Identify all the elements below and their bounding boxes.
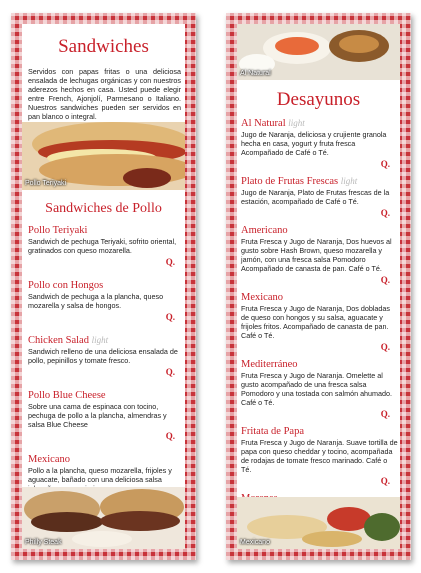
- item-name: Mexicano: [28, 454, 70, 465]
- philly-steak-photo: [22, 487, 185, 549]
- desayunos-menu-content: [237, 24, 400, 549]
- desayunos-menu-panel: [226, 13, 411, 560]
- item-description: Pollo a la plancha, queso mozarella, frijoles y aguacate, bañado con una deliciosa salsa: [28, 466, 172, 484]
- item-name: Chicken Salad: [28, 335, 89, 346]
- photo-caption: Pollo Teriyaki: [25, 180, 67, 187]
- sandwiches-intro: Servidos con papas fritas o una deliciosa ensalada de lechugas orgánicas y con nuestros aderezos hechos en casa. Usted puede elegir entre French, Ajonjolí, Parmesano o Italiano. Nuestros sandwiches pueden ser servidos en pan blanco o integral.: [28, 67, 181, 121]
- menu-item: [28, 389, 183, 441]
- item-name: Mediterráneo: [241, 359, 298, 370]
- menu-item: [28, 224, 183, 267]
- item-price: Q.: [380, 342, 390, 352]
- item-description: Jugo de Naranja, deliciosa y crujiente granola hecha en casa, yogurt y fruta fresca Acompañado de Café o Té.: [241, 130, 387, 157]
- item-name: Fritata de Papa: [241, 426, 304, 437]
- light-tag: light: [340, 176, 358, 186]
- item-description: Fruta Fresca y Jugo de Naranja, Dos dobladas de queso con hongos y su salsa, aguacate y frijoles fritos. Acompañado de canasta de pan. Café o Té.: [241, 304, 391, 340]
- item-price: Q.: [165, 312, 175, 322]
- item-name: Pollo Teriyaki: [28, 225, 88, 236]
- item-description: Sandwich de pechuga Teriyaki, sofrito oriental, gratinados con queso mozarella.: [28, 237, 177, 255]
- menu-item: [28, 279, 183, 322]
- mexicano-photo: [237, 497, 400, 549]
- sandwiches-menu-content: [22, 24, 185, 549]
- pollo-teriyaki-photo: [22, 122, 185, 190]
- light-tag: light: [91, 335, 109, 345]
- chicken-sandwich-list: [28, 224, 183, 511]
- photo-caption: Philly Steak: [25, 539, 62, 546]
- desayunos-title: Desayunos: [276, 89, 361, 110]
- item-name: Pollo Blue Cheese: [28, 390, 106, 401]
- item-description: Fruta Fresca y Jugo de Naranja. Omelette al gusto acompañado de una fresca salsa Pomodoro y una tostada con salmón ahumado. Café o Té.: [241, 371, 393, 407]
- menu-item: [241, 224, 398, 285]
- item-price: Q.: [380, 208, 390, 218]
- photo-caption: Mexicano: [240, 539, 270, 546]
- item-name: Mexicano: [241, 292, 283, 303]
- item-price: Q.: [380, 275, 390, 285]
- sandwiches-title: Sandwiches: [58, 36, 149, 57]
- item-price: Q.: [380, 476, 390, 486]
- breakfast-list: [241, 117, 398, 549]
- photo-caption: Al Natural: [240, 70, 271, 77]
- item-name: Al Natural: [241, 118, 286, 129]
- menu-item: [241, 117, 398, 169]
- item-description: Fruta Fresca y Jugo de Naranja. Suave tortilla de papa con queso cheddar y tocino, acompañada de rodajas de tomate fresco marinado. Café o Té.: [241, 438, 398, 474]
- sandwiches-menu-panel: [11, 13, 196, 560]
- item-description: Fruta Fresca y Jugo de Naranja, Dos huevos al gusto sobre Hash Brown, queso mozarella y jamón, con una fresca salsa Pomodoro Acompañado de canasta de pan. Café o Té.: [241, 237, 392, 273]
- item-price: Q.: [165, 367, 175, 377]
- menu-item: [241, 358, 398, 419]
- light-tag: light: [288, 118, 305, 128]
- item-price: Q.: [165, 431, 175, 441]
- item-name: Pollo con Hongos: [28, 280, 104, 291]
- item-price: Q.: [165, 257, 175, 267]
- item-description: Sobre una cama de espinaca con tocino, pechuga de pollo a la plancha, almendras y salsa Blue Cheese: [28, 402, 167, 429]
- item-description: Sandwich relleno de una deliciosa ensalada de pollo, pepinillos y tomate fresco.: [28, 347, 178, 365]
- menu-item: [241, 291, 398, 352]
- item-name: Plato de Frutas Frescas: [241, 176, 339, 187]
- al-natural-photo: [237, 24, 400, 80]
- menu-item: [241, 175, 398, 218]
- item-price: Q.: [380, 159, 390, 169]
- menu-item: [28, 334, 183, 377]
- menu-item: [241, 425, 398, 486]
- item-price: Q.: [380, 409, 390, 419]
- item-name: Americano: [241, 225, 288, 236]
- item-description: Jugo de Naranja, Plato de Frutas frescas de la estación, acompañado de Café o Té.: [241, 188, 390, 206]
- item-description: Sandwich de pechuga a la plancha, queso mozarella y salsa de hongos.: [28, 292, 164, 310]
- chicken-sandwiches-subtitle: Sandwiches de Pollo: [45, 201, 162, 216]
